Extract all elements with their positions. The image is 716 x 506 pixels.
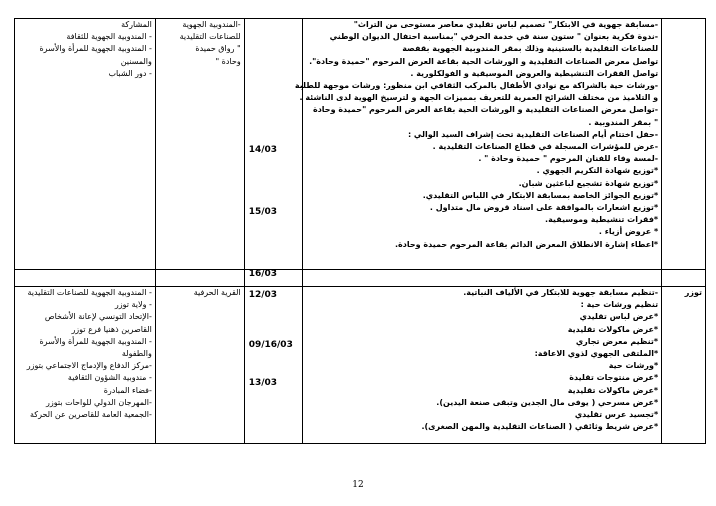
activity-line: -ورشات حية بالشراكة مع نوادي الأطفال بالمركب الثقافي ابن منظور: ورشات موجهة للطلبة bbox=[294, 81, 659, 91]
activity-line: تنظيم ورشات حية : bbox=[580, 300, 659, 310]
place-line: " رواق حميدة bbox=[195, 44, 241, 54]
activity-line: *ورشات حية bbox=[608, 361, 659, 371]
activity-line: -عرض للمؤشرات المسجلة في قطاع الصناعات التقليدية . bbox=[432, 142, 659, 152]
activity-line: *توزيع شهادة التكريم الجهوي . bbox=[536, 166, 659, 176]
activity-line: *تجسيد عرس تقليدي bbox=[574, 410, 659, 420]
activity-line: -مسابقة جهوية في الابتكار" تصميم لباس تقليدي معاصر مستوحى من التراث" bbox=[353, 20, 659, 29]
region-cell: توزر bbox=[662, 287, 706, 444]
table-row-spacer bbox=[15, 270, 706, 287]
spacer-cell bbox=[15, 270, 156, 287]
spacer-cell bbox=[155, 270, 244, 287]
participant-line: -فضاء المبادرة bbox=[103, 385, 152, 395]
participants-cell bbox=[15, 287, 156, 444]
activity-line: -ندوة فكرية بعنوان " ستون سنة في خدمة الحرفي "بمناسبة احتفال الديوان الوطني bbox=[329, 32, 659, 42]
activity-line: *توزيع شهادة تشجيع لباعثين شبان. bbox=[518, 178, 659, 188]
activity-line: -لمسة وفاء للفنان المرحوم " حميدة وحادة " . bbox=[478, 154, 659, 164]
date-label: 15/03 bbox=[248, 207, 278, 217]
spacer-cell bbox=[662, 270, 706, 287]
spacer-cell bbox=[302, 270, 661, 287]
activity-line: للصناعات التقليدية بالستينية وذلك بمقر المندوبية الجهوية بقفصة bbox=[402, 44, 659, 54]
date-label: 16/03 bbox=[248, 269, 278, 279]
activity-line: *عرض شريط وثائقي ( الصناعات التقليدية والمهن الصغرى). bbox=[421, 422, 659, 432]
region-cell bbox=[662, 19, 706, 270]
participant-line: - المندوبية الجهوية للصناعات التقليدية bbox=[27, 288, 152, 297]
date-label: 13/03 bbox=[248, 378, 278, 388]
participant-line: - مندوبية الشؤون الثقافية bbox=[67, 373, 152, 383]
place-line: وحادة " bbox=[215, 56, 241, 66]
activity-line: * عروض أزياء . bbox=[598, 227, 659, 237]
participant-line: -الجمعية العامة للقاصرين عن الحركة bbox=[29, 410, 152, 420]
activity-line: -تنظيم مسابقة جهوية للابتكار في الألياف النباتية. bbox=[463, 288, 659, 297]
participant-line: المشاركة bbox=[121, 20, 152, 29]
date-label: 12/03 bbox=[248, 290, 278, 300]
activity-line: *عرض مسرحي ( يوفى مال الجدين وتبقى صنعة اليدين). bbox=[436, 397, 659, 407]
participant-line: والطفولة bbox=[121, 349, 152, 359]
activity-line: -حفل اختتام أيام الصناعات التقليدية تحت إشراف السيد الوالي : bbox=[407, 129, 659, 139]
participant-line: -المهرجان الدولي للواحات بتوزر bbox=[46, 397, 152, 407]
table-row bbox=[15, 287, 706, 444]
activities-cell bbox=[294, 19, 661, 270]
page-number: 12 bbox=[352, 480, 364, 490]
participant-line: والمسنين bbox=[120, 56, 152, 66]
activity-line: -تواصل معرض الصناعات التقليدية و الورشات الحية بقاعة العرض المرحوم "حميدة وحادة bbox=[312, 105, 659, 115]
activity-line: و التلاميذ من مختلف الشرائح العمرية للتعريف بمميزات الجهة و لترسيخ الهوية لدى الناشئة . bbox=[299, 93, 659, 103]
activity-line: تواصل الفقرات التنشيطية والعروض الموسيقية و الفولكلورية . bbox=[410, 68, 659, 78]
place-line: للصناعات التقليدية bbox=[179, 32, 241, 42]
participant-line: - دور الشباب bbox=[108, 68, 152, 78]
activity-line: *عرض منتوجات تقليدة bbox=[569, 373, 659, 383]
participants-cell bbox=[15, 19, 156, 270]
activity-line: تواصل معرض الصناعات التقليدية و الورشات الحية بقاعة العرض المرحوم "حميدة وحادة". bbox=[309, 56, 659, 66]
place-cell bbox=[155, 287, 244, 444]
dates-cell bbox=[244, 19, 302, 279]
participant-line: -مركز الدفاع والإدماج الاجتماعي بتوزر bbox=[26, 361, 152, 371]
participant-line: - ولاية توزر bbox=[114, 300, 152, 310]
schedule-table bbox=[14, 18, 706, 444]
participant-line: - المندوبية الجهوية للثقافة bbox=[66, 32, 152, 42]
table-row bbox=[15, 19, 706, 270]
place-line: -المندوبية الجهوية bbox=[182, 20, 241, 29]
date-label: 09/16/03 bbox=[248, 340, 293, 350]
place-cell bbox=[155, 19, 244, 270]
activity-line: *عرض ماكولات تقليدية bbox=[567, 324, 659, 334]
activity-line: *عرض ماكولات تقليدية bbox=[567, 385, 659, 395]
participant-line: -الإتحاد التونسي لإعانة الأشخاص bbox=[44, 312, 152, 322]
date-label: 14/03 bbox=[248, 145, 278, 155]
activity-line: *توزيع الجوائز الخاصة بمسابقة الابتكار في اللباس التقليدي. bbox=[422, 190, 659, 200]
participant-line: - المندوبية الجهوية للمرأة والأسرة bbox=[39, 44, 152, 54]
activity-line: *تنظيم معرض تجاري bbox=[575, 336, 659, 346]
dates-cell bbox=[244, 287, 302, 444]
activity-line: *عرض لباس تقليدي bbox=[579, 312, 659, 322]
activities-cell bbox=[302, 287, 661, 444]
activity-line: *فقرات تنشيطية وموسيقية. bbox=[545, 215, 659, 225]
place-line: القرية الحرفية bbox=[193, 288, 241, 297]
participant-line: - المندوبية الجهوية للمرأة والأسرة bbox=[39, 336, 152, 346]
activity-line: *الملتقى الجهوي لذوي الاعاقة: bbox=[534, 349, 659, 359]
activity-line: *توزيع اشعارات بالموافقة على اسناد قروض مال متداول . bbox=[429, 203, 659, 213]
participant-line: القاصرين ذهنيا فرع توزر bbox=[71, 324, 152, 334]
activity-line: *اعطاء إشارة الانطلاق المعرض الدائم بقاعة المرحوم حميدة وحادة. bbox=[394, 239, 659, 249]
activity-line: " بمقر المندوبية . bbox=[588, 117, 659, 127]
